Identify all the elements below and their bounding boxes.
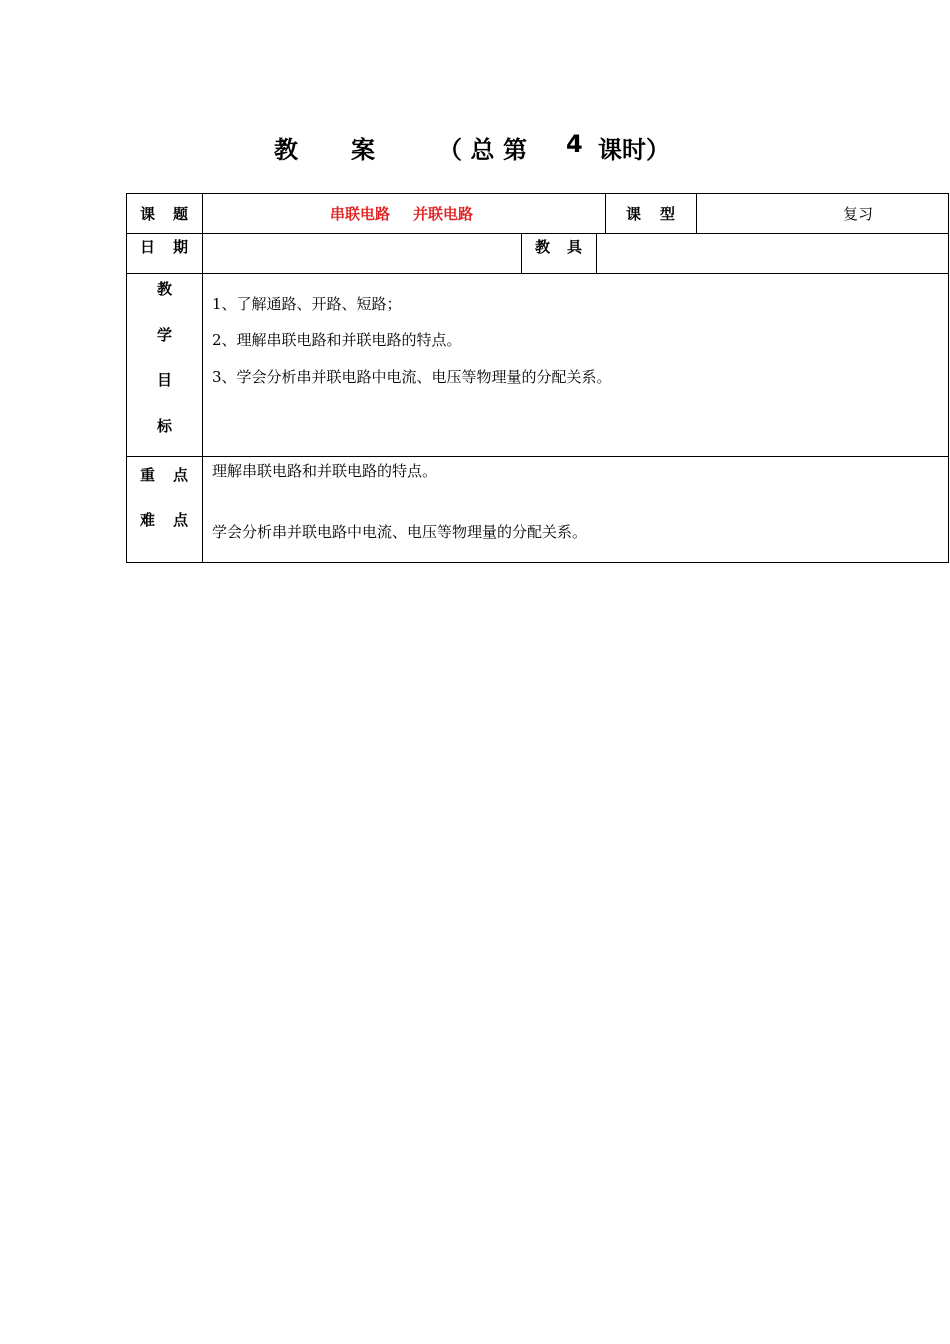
type-value: 复习 xyxy=(843,205,874,223)
type-label: 型 xyxy=(660,205,676,223)
objective-item: 1、了解通路、开路、短路； xyxy=(212,295,402,313)
title-part: 课时） xyxy=(598,136,670,164)
objective-item: 3、学会分析串并联电路中电流、电压等物理量的分配关系。 xyxy=(212,368,612,386)
title-part: 案 xyxy=(351,136,375,164)
column-divider xyxy=(596,233,597,273)
keypoint-label: 重 xyxy=(140,466,156,484)
objectives-label-char: 标 xyxy=(157,417,173,435)
objectives-label-char: 目 xyxy=(157,371,173,389)
difficulty-label: 点 xyxy=(173,511,189,529)
topic-label: 题 xyxy=(173,205,189,223)
keypoint-text: 理解串联电路和并联电路的特点。 xyxy=(212,462,438,480)
page-title xyxy=(0,130,950,170)
keypoint-label: 点 xyxy=(173,466,189,484)
date-label: 日 xyxy=(140,238,156,256)
objectives-label-char: 学 xyxy=(157,326,173,344)
column-divider xyxy=(605,194,606,233)
title-part: 教 xyxy=(274,136,298,164)
lesson-number: 4 xyxy=(566,130,583,158)
difficulty-text: 学会分析串并联电路中电流、电压等物理量的分配关系。 xyxy=(212,523,588,541)
date-label: 期 xyxy=(173,238,189,256)
column-divider xyxy=(696,194,697,233)
type-label: 课 xyxy=(626,205,642,223)
objective-item: 2、理解串联电路和并联电路的特点。 xyxy=(212,331,462,349)
lesson-plan-table xyxy=(126,193,949,563)
column-divider xyxy=(521,233,522,273)
topic-value: 串联电路 xyxy=(330,205,391,223)
tools-label: 具 xyxy=(567,238,583,256)
topic-label: 课 xyxy=(140,205,156,223)
objectives-label-char: 教 xyxy=(157,280,173,298)
topic-value: 并联电路 xyxy=(413,205,474,223)
row-divider xyxy=(127,233,948,234)
title-part: （ 总 xyxy=(438,136,495,164)
row-divider xyxy=(127,273,948,274)
title-part: 第 xyxy=(503,136,527,164)
row-divider xyxy=(127,456,948,457)
tools-label: 教 xyxy=(535,238,551,256)
column-divider xyxy=(202,194,203,562)
difficulty-label: 难 xyxy=(140,511,156,529)
